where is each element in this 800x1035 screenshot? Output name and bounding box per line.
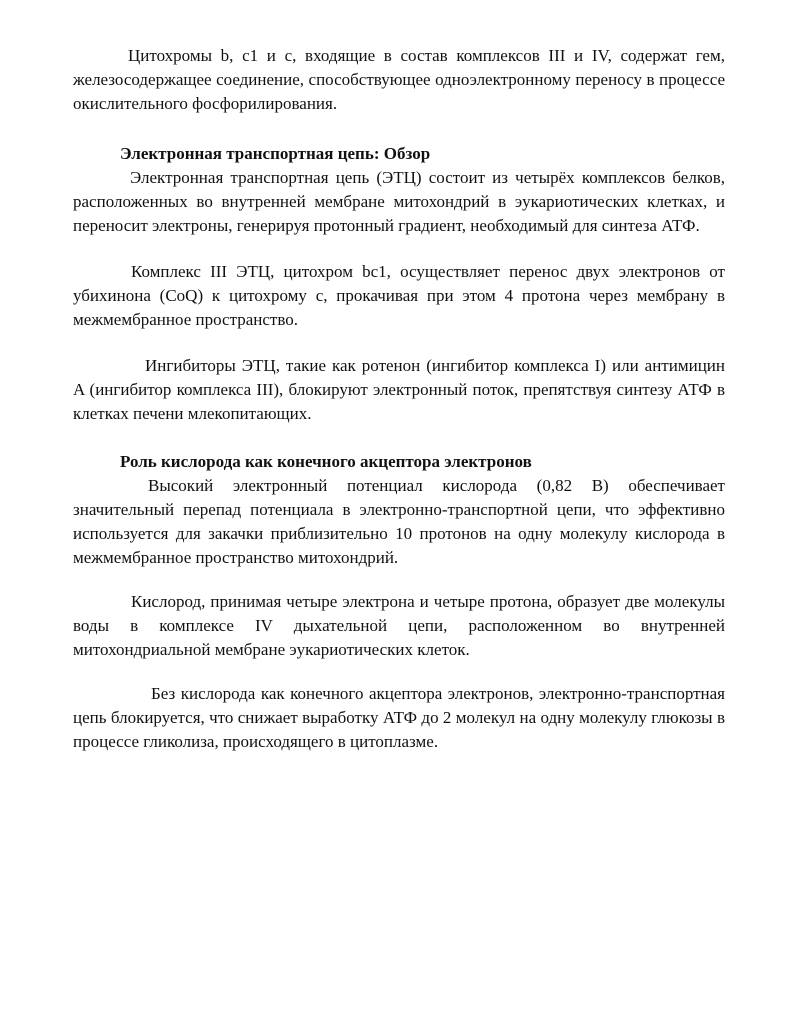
paragraph-complex-iii: Комплекс III ЭТЦ, цитохром bc1, осуществляет перенос двух электронов от убихинона (CoQ) к цитохрому c, прокачивая при этом 4 протона через мембрану в межмембранное пространство. <box>73 262 725 329</box>
paragraph-oxygen-potential: Высокий электронный потенциал кислорода (0,82 В) обеспечивает значительный перепад потенциала в электронно-транспортной цепи, что эффективно используется для закачки приблизительно 10 протонов на одну молекулу кислорода в межмембранное пространство митохондрий. <box>73 476 725 567</box>
paragraph-etc-overview: Электронная транспортная цепь (ЭТЦ) состоит из четырёх комплексов белков, расположенных во внутренней мембране митохондрий в эукариотических клетках, и переносит электроны, генерируя протонный градиент, необходимый для синтеза АТФ. <box>73 168 725 235</box>
heading-etc-overview: Электронная транспортная цепь: Обзор <box>120 144 431 163</box>
heading-oxygen-role: Роль кислорода как конечного акцептора электронов <box>120 452 532 471</box>
document-page <box>73 44 725 754</box>
paragraph-oxygen-water: Кислород, принимая четыре электрона и четыре протона, образует две молекулы воды в комплексе IV дыхательной цепи, расположенном во внутренней митохондриальной мембране эукариотических клеток. <box>73 592 725 659</box>
paragraph-cytochromes: Цитохромы b, c1 и c, входящие в состав комплексов III и IV, содержат гем, железосодержащее соединение, способствующее одноэлектронному переносу в процессе окислительного фосфорилирования. <box>73 46 725 113</box>
paragraph-no-oxygen: Без кислорода как конечного акцептора электронов, электронно-транспортная цепь блокируется, что снижает выработку АТФ до 2 молекул на одну молекулу глюкозы в процессе гликолиза, происходящего в цитоплазме. <box>73 684 725 751</box>
paragraph-inhibitors: Ингибиторы ЭТЦ, такие как ротенон (ингибитор комплекса I) или антимицин A (ингибитор комплекса III), блокируют электронный поток, препятствуя синтезу АТФ в клетках печени млекопитающих. <box>73 356 725 423</box>
